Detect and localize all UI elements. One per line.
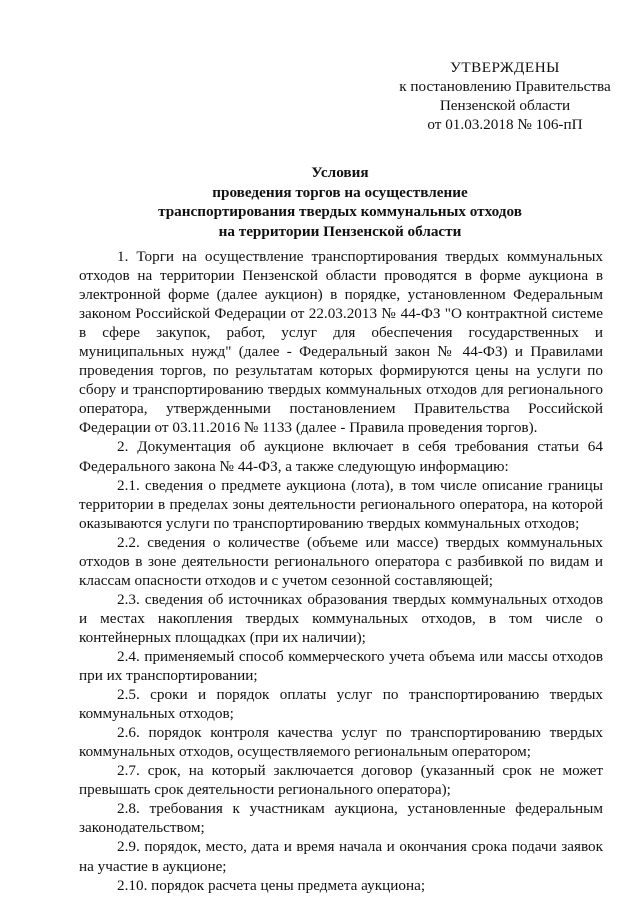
paragraph-1: 1. Торги на осуществление транспортирования твердых коммунальных отходов на территории Пензенской области проводятся в форме аукциона в электронной форме (далее аукцион) в порядке, установленном Федеральным законом Российской Федерации от 22.03.2013 № 44-ФЗ "О контрактной системе в сфере закупок, работ, услуг для обеспечения государственных и муниципальных нужд" (далее - Федеральный закон № 44-ФЗ) и Правилами проведения торгов, по результатам которых формируются цены на услуги по сбору и транспортированию твердых коммунальных отходов для регионального оператора, утвержденными постановлением Правительства Российской Федерации от 03.11.2016 № 1133 (далее - Правила проведения торгов).: [79, 248, 603, 437]
paragraph-2-1: 2.1. сведения о предмете аукциона (лота), в том числе описание границы территории в пределах зоны деятельности регионального оператора, на которой оказываются услуги по транспортированию твердых коммунальных отходов;: [79, 476, 603, 532]
paragraph-2-5: 2.5. сроки и порядок оплаты услуг по транспортированию твердых коммунальных отходов;: [79, 686, 603, 723]
paragraph-2: 2. Документация об аукционе включает в себя требования статьи 64 Федерального закона № 44-ФЗ, а также следующую информацию:: [79, 438, 603, 475]
paragraph-2-6: 2.6. порядок контроля качества услуг по транспортированию твердых коммунальных отходов, осуществляемого региональным оператором;: [79, 724, 603, 761]
approval-line-3: от 01.03.2018 № 106-пП: [427, 116, 583, 133]
approval-title: УТВЕРЖДЕНЫ: [450, 59, 560, 76]
approval-line-1: к постановлению Правительства: [399, 78, 611, 95]
approval-stamp: [370, 58, 640, 134]
document-body: [79, 247, 603, 895]
paragraph-2-3: 2.3. сведения об источниках образования твердых коммунальных отходов и местах накопления твердых коммунальных отходов, в том числе о контейнерных площадках (при их наличии);: [79, 590, 603, 646]
heading-line-2: проведения торгов на осуществление: [212, 183, 468, 201]
heading-line-1: Условия: [311, 164, 369, 181]
heading-line-4: на территории Пензенской области: [218, 222, 462, 240]
paragraph-2-7: 2.7. срок, на который заключается договор (указанный срок не может превышать срок деятельности регионального оператора);: [79, 762, 603, 799]
paragraph-2-8: 2.8. требования к участникам аукциона, установленные федеральным законодательством;: [79, 800, 603, 837]
paragraph-2-9: 2.9. порядок, место, дата и время начала и окончания срока подачи заявок на участие в аукционе;: [79, 838, 603, 875]
paragraph-2-2: 2.2. сведения о количестве (объеме или массе) твердых коммунальных отходов в зоне деятельности регионального оператора с разбивкой по видам и классам опасности отходов и с учетом сезонной составляющей;: [79, 533, 603, 589]
paragraph-2-10: 2.10. порядок расчета цены предмета аукциона;: [117, 876, 426, 894]
paragraph-2-4: 2.4. применяемый способ коммерческого учета объема или массы отходов при их транспортировании;: [79, 647, 603, 685]
approval-line-2: Пензенской области: [439, 97, 571, 114]
document-heading: [80, 163, 600, 241]
heading-line-3: транспортирования твердых коммунальных отходов: [158, 203, 522, 220]
